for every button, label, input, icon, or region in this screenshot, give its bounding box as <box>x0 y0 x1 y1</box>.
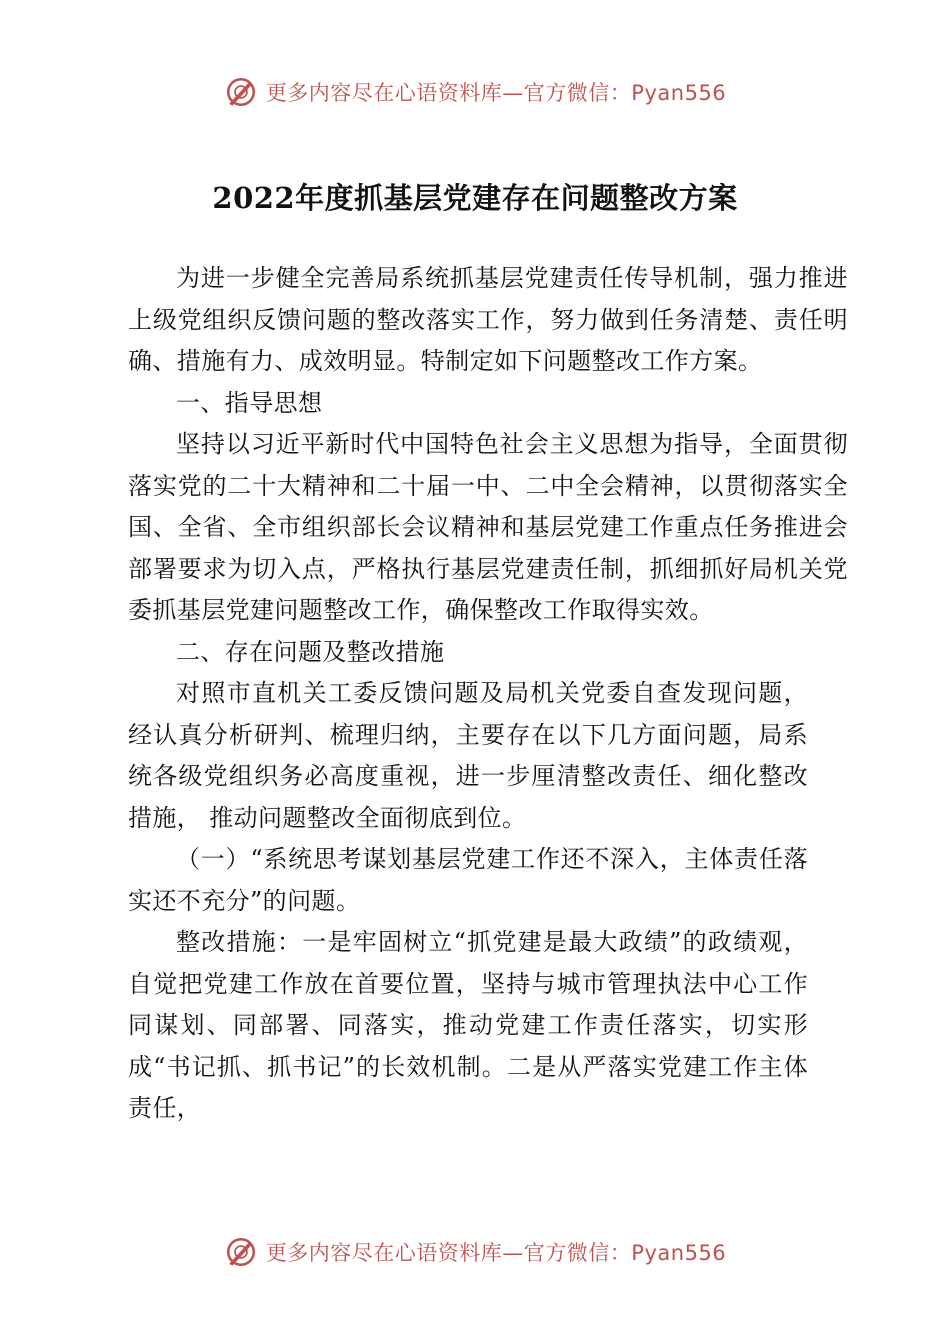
section-heading-guiding-ideology: 一、指导思想 <box>176 388 323 417</box>
watermark-header <box>0 72 950 112</box>
watermark-footer <box>0 1232 950 1272</box>
watermark-text: 更多内容尽在心语资料库—官方微信：Pyan556 <box>265 1241 727 1265</box>
watermark-text: 更多内容尽在心语资料库—官方微信：Pyan556 <box>265 81 727 105</box>
intro-paragraph: 为进一步健全完善局系统抓基层党建责任传导机制，强力推进上级党组织反馈问题的整改落实工作，努力做到任务清楚、责任明确、措施有力、成效明显。特制定如下问题整改工作方案。 <box>128 264 848 375</box>
rectification-measures-paragraph: 整改措施：一是牢固树立“抓党建是最大政绩”的政绩观，自觉把党建工作放在首要位置，坚持与城市管理执法中心工作同谋划、同部署、同落实，推动党建工作责任落实，切实形成“书记抓、抓书记”的长效机制。二是从严落实党建工作主体责任， <box>128 928 808 1122</box>
quill-logo-icon <box>224 1235 258 1269</box>
quill-logo-icon <box>224 75 258 109</box>
problem-one-paragraph: （一）“系统思考谋划基层党建工作还不深入，主体责任落实还不充分”的问题。 <box>128 845 808 915</box>
problems-overview-paragraph: 对照市直机关工委反馈问题及局机关党委自查发现问题，经认真分析研判、梳理归纳，主要存在以下几方面问题，局系统各级党组织务必高度重视，进一步厘清整改责任、细化整改措施， 推动问题整改全面彻底到位。 <box>128 679 808 832</box>
document-body <box>128 258 848 1130</box>
guiding-ideology-paragraph: 坚持以习近平新时代中国特色社会主义思想为指导，全面贯彻落实党的二十大精神和二十届一中、二中全会精神，以贯彻落实全国、全省、全市组织部长会议精神和基层党建工作重点任务推进会部署要求为切入点，严格执行基层党建责任制，抓细抓好局机关党委抓基层党建问题整改工作，确保整改工作取得实效。 <box>128 430 848 624</box>
section-heading-problems-and-measures: 二、存在问题及整改措施 <box>176 637 445 666</box>
document-title: 2022年度抓基层党建存在问题整改方案 <box>212 181 738 215</box>
